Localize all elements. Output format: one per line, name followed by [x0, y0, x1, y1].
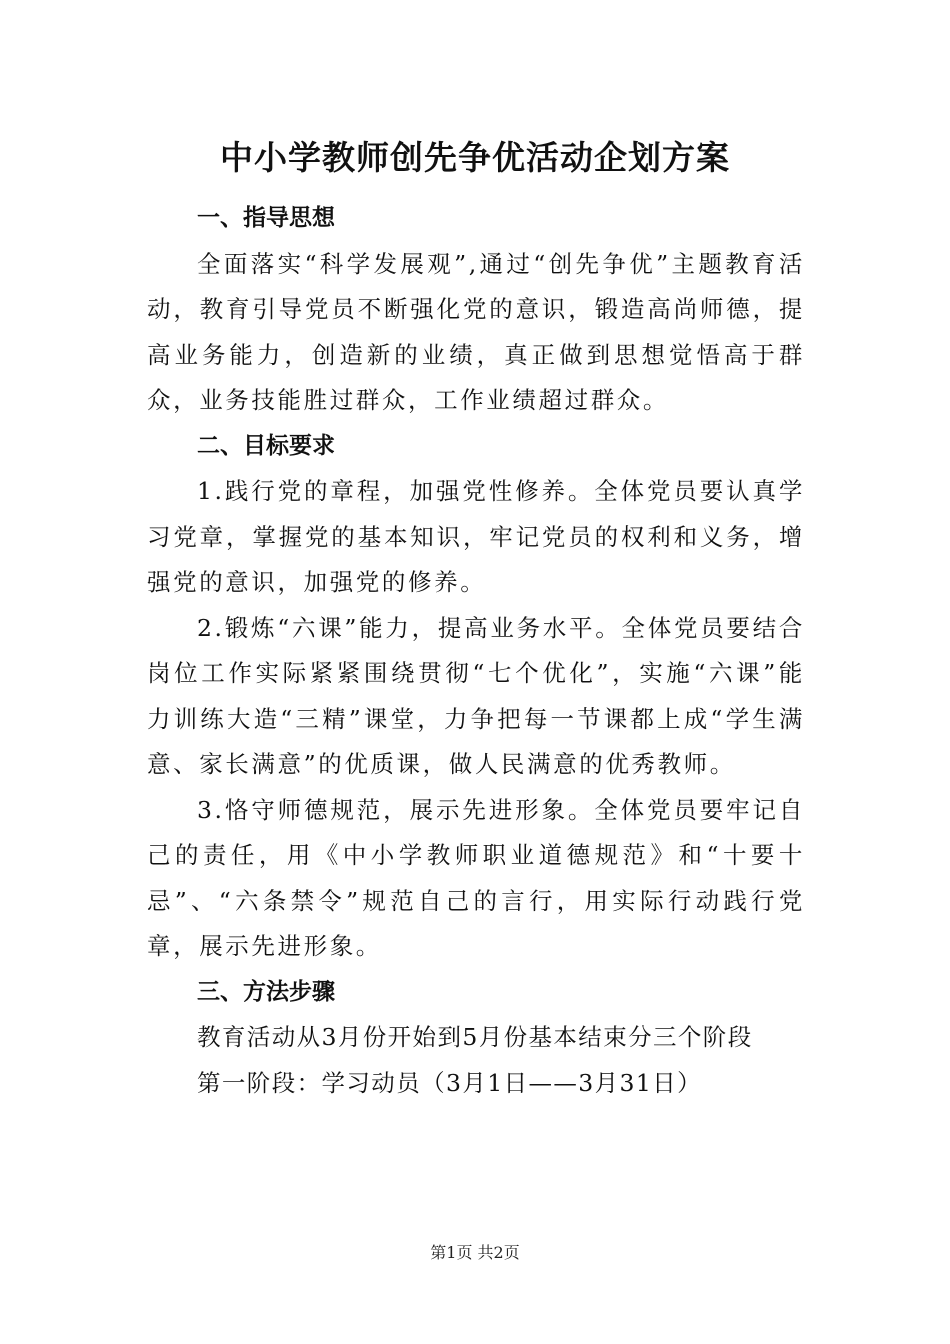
paragraph-methods-intro: 教育活动从3月份开始到5月份基本结束分三个阶段 [197, 1023, 753, 1051]
page-number-footer: 第1页 共2页 [430, 1243, 520, 1262]
section-heading-methods: 三、方法步骤 [197, 978, 335, 1005]
paragraph-goal-3: 3.恪守师德规范，展示先进形象。全体党员要牢记自己的责任，用《中小学教师职业道德规范》和“十要十忌”、“六条禁令”规范自己的言行，用实际行动践行党章，展示先进形象。 [147, 795, 805, 960]
paragraph-stage-1: 第一阶段：学习动员（3月1日——3月31日） [197, 1068, 703, 1097]
paragraph-guiding-ideology: 全面落实“科学发展观”,通过“创先争优”主题教育活动，教育引导党员不断强化党的意识，锻造高尚师德，提高业务能力，创造新的业绩，真正做到思想觉悟高于群众，业务技能胜过群众，工作业绩超过群众。 [147, 249, 805, 414]
section-heading-guiding-ideology: 一、指导思想 [197, 205, 335, 231]
document-body [147, 196, 805, 1106]
document-title: 中小学教师创先争优活动企划方案 [220, 138, 730, 177]
section-heading-goals: 二、目标要求 [197, 432, 335, 459]
paragraph-goal-1: 1.践行党的章程，加强党性修养。全体党员要认真学习党章，掌握党的基本知识，牢记党员的权利和义务，增强党的意识，加强党的修养。 [147, 477, 805, 596]
paragraph-goal-2: 2.锻炼“六课”能力，提高业务水平。全体党员要结合岗位工作实际紧紧围绕贯彻“七个优化”，实施“六课”能力训练大造“三精”课堂，力争把每一节课都上成“学生满意、家长满意”的优质课，做人民满意的优秀教师。 [147, 613, 805, 778]
